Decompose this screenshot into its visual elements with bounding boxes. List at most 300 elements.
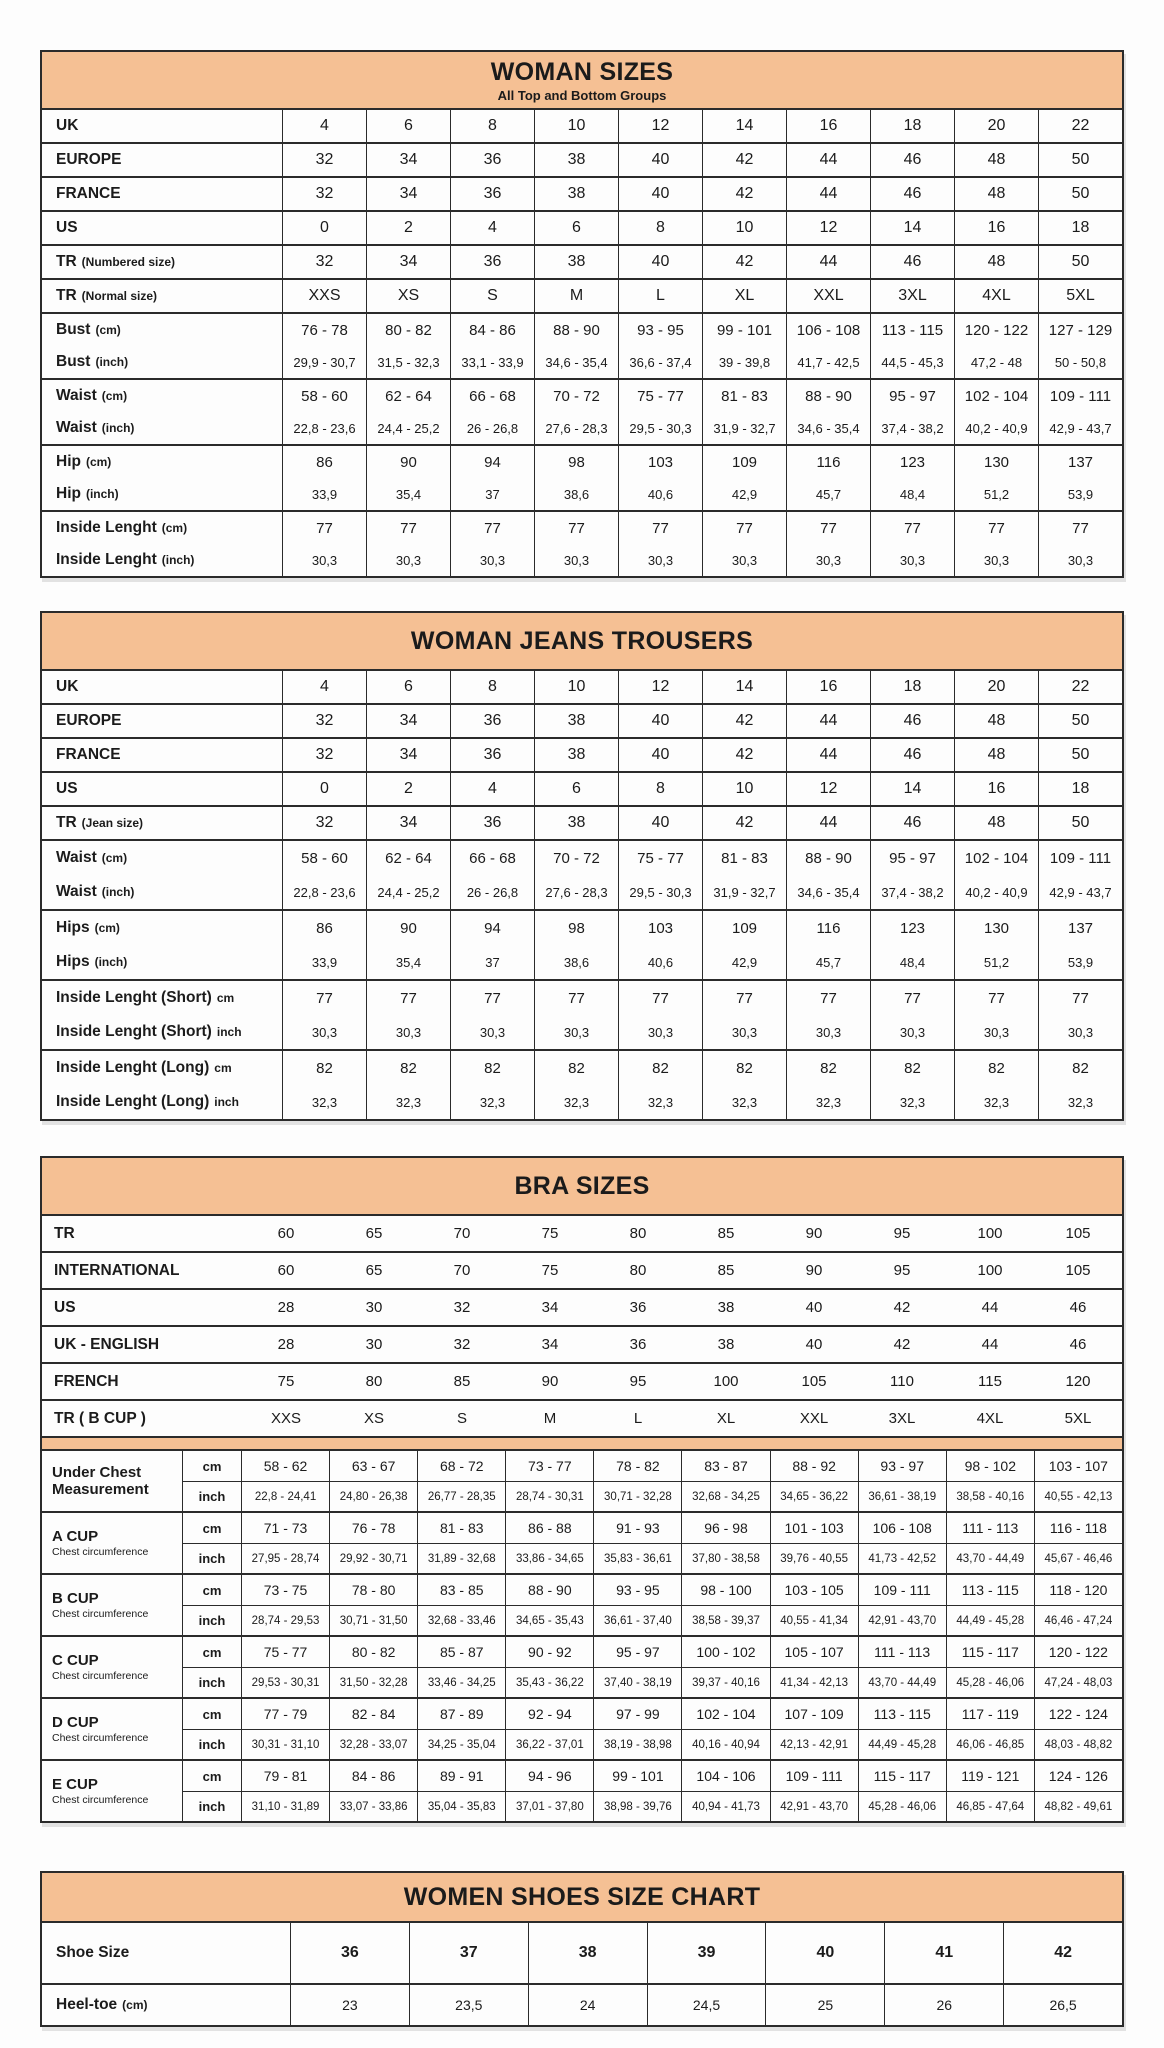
table-cell: 78 - 80 bbox=[329, 1575, 417, 1605]
table-cell: 34 bbox=[366, 246, 450, 278]
table-cell: 90 bbox=[805, 1262, 823, 1279]
table-cell: 36 bbox=[450, 144, 534, 176]
table-cell: 42,9 - 43,7 bbox=[1038, 875, 1122, 909]
table-cell: 32,3 bbox=[786, 1085, 870, 1119]
row-label bbox=[42, 346, 282, 378]
table-row bbox=[42, 478, 1122, 510]
table-cell: 32 bbox=[282, 246, 366, 278]
table-cell: 34,25 - 35,04 bbox=[417, 1730, 505, 1759]
row-label-unit: (inch) bbox=[94, 955, 128, 969]
table-cell: 109 - 111 bbox=[858, 1575, 946, 1605]
row-label-text: Waist bbox=[56, 387, 97, 404]
table-cell: 48,03 - 48,82 bbox=[1034, 1730, 1122, 1759]
table-cell: 50 bbox=[1038, 144, 1122, 176]
table-cell: 36,61 - 38,19 bbox=[858, 1482, 946, 1511]
women-shoes-title: WOMEN SHOES SIZE CHART bbox=[403, 1882, 761, 1911]
table-cell: 90 bbox=[366, 911, 450, 945]
table-cell: 46 bbox=[870, 178, 954, 210]
table-cell: 42,9 bbox=[702, 945, 786, 979]
table-cell: 70 - 72 bbox=[534, 841, 618, 875]
row-label bbox=[42, 178, 282, 210]
table-cell: 44 bbox=[786, 739, 870, 771]
table-cell: 80 bbox=[365, 1373, 383, 1390]
table-cell: 38 bbox=[534, 739, 618, 771]
table-cell: 30,3 bbox=[786, 544, 870, 576]
table-cell: 32 bbox=[453, 1299, 471, 1316]
row-label-unit: (Jean size) bbox=[81, 816, 144, 830]
table-cell: 6 bbox=[366, 671, 450, 703]
table-cell: 84 - 86 bbox=[450, 314, 534, 346]
table-row bbox=[42, 512, 1122, 544]
table-cell: 40,55 - 41,34 bbox=[770, 1606, 858, 1635]
table-cell: 120 - 122 bbox=[954, 314, 1038, 346]
table-cell: 83 - 85 bbox=[417, 1575, 505, 1605]
table-cell: 95 bbox=[629, 1373, 647, 1390]
cup-label bbox=[42, 1513, 182, 1573]
table-cell: 95 bbox=[893, 1262, 911, 1279]
table-cell: 98 bbox=[534, 446, 618, 478]
table-cell: M bbox=[534, 280, 618, 312]
table-cell: 71 - 73 bbox=[241, 1513, 329, 1543]
table-cell: 85 - 87 bbox=[417, 1637, 505, 1667]
table-cell: 40,6 bbox=[618, 478, 702, 510]
table-cell: 40 bbox=[618, 705, 702, 737]
row-label bbox=[42, 1401, 242, 1436]
table-cell: 27,6 - 28,3 bbox=[534, 875, 618, 909]
table-row bbox=[42, 1085, 1122, 1119]
cup-label bbox=[42, 1575, 182, 1635]
table-cell: 3XL bbox=[870, 280, 954, 312]
table-cell: 75 bbox=[541, 1225, 559, 1242]
row-label bbox=[42, 671, 282, 703]
row-label-text: Heel-toe bbox=[56, 1996, 118, 2013]
row-label-text: TR bbox=[56, 287, 77, 304]
unit-label: cm bbox=[202, 1458, 222, 1474]
table-cell: 77 bbox=[954, 512, 1038, 544]
table-cell: 46 bbox=[1069, 1336, 1087, 1353]
unit-label: cm bbox=[202, 1520, 222, 1536]
table-row bbox=[42, 1985, 1122, 2025]
table-cell: 41 bbox=[884, 1923, 1003, 1983]
table-cell: 77 bbox=[786, 512, 870, 544]
row-label bbox=[42, 773, 282, 805]
table-row bbox=[42, 1051, 1122, 1085]
cup-rows bbox=[182, 1637, 1122, 1697]
row-label-unit: (cm) bbox=[95, 323, 121, 337]
table-cell: 82 bbox=[618, 1051, 702, 1085]
table-cell: 65 bbox=[365, 1262, 383, 1279]
table-cell: 70 bbox=[453, 1225, 471, 1242]
table-cell: 50 bbox=[1038, 807, 1122, 839]
table-cell: 42 bbox=[702, 739, 786, 771]
table-cell: 31,50 - 32,28 bbox=[329, 1668, 417, 1697]
row-label bbox=[42, 1216, 242, 1251]
table-cell: 30,3 bbox=[534, 1015, 618, 1049]
table-cell: 107 - 109 bbox=[770, 1699, 858, 1729]
table-cell: 42,9 - 43,7 bbox=[1038, 412, 1122, 444]
table-row bbox=[183, 1481, 1122, 1511]
table-cell: 77 bbox=[870, 512, 954, 544]
table-cell: 12 bbox=[786, 212, 870, 244]
table-cell: 33,07 - 33,86 bbox=[329, 1792, 417, 1821]
table-cell: 45,28 - 46,06 bbox=[946, 1668, 1034, 1697]
cup-name: E CUP bbox=[52, 1775, 98, 1793]
table-cell: 34 bbox=[541, 1299, 559, 1316]
row-label-unit: (inch) bbox=[85, 487, 119, 501]
table-cell: 46,06 - 46,85 bbox=[946, 1730, 1034, 1759]
row-label-text: TR bbox=[54, 1224, 75, 1242]
table-cell: 86 bbox=[282, 446, 366, 478]
row-group bbox=[42, 110, 1122, 142]
table-cell: 30,3 bbox=[870, 1015, 954, 1049]
table-cell: 27,6 - 28,3 bbox=[534, 412, 618, 444]
table-cell: 103 bbox=[618, 911, 702, 945]
table-cell: 42 bbox=[702, 144, 786, 176]
row-label-text: Shoe Size bbox=[56, 1944, 130, 1961]
table-row bbox=[183, 1791, 1122, 1821]
table-cell: 40 bbox=[805, 1299, 823, 1316]
table-cell: 14 bbox=[702, 110, 786, 142]
table-cell: 88 - 90 bbox=[534, 314, 618, 346]
table-cell: 38 bbox=[534, 246, 618, 278]
table-cell: XXS bbox=[270, 1410, 301, 1427]
table-cell: 88 - 92 bbox=[770, 1451, 858, 1481]
table-cell: 45,7 bbox=[786, 478, 870, 510]
row-label bbox=[42, 1051, 282, 1085]
table-cell: 16 bbox=[786, 110, 870, 142]
row-group bbox=[42, 1923, 1122, 1983]
women-shoes-table bbox=[40, 1871, 1124, 2027]
table-cell: 38 bbox=[528, 1923, 647, 1983]
table-cell: 37,4 - 38,2 bbox=[870, 875, 954, 909]
table-cell: 50 - 50,8 bbox=[1038, 346, 1122, 378]
table-cell: 32,3 bbox=[618, 1085, 702, 1119]
table-cell: 46 bbox=[870, 246, 954, 278]
table-cell: 4 bbox=[282, 671, 366, 703]
table-cell: 102 - 104 bbox=[954, 841, 1038, 875]
table-cell: 92 - 94 bbox=[505, 1699, 593, 1729]
bra-sizes-simple-grid bbox=[42, 1216, 1122, 1436]
table-cell: 30,3 bbox=[1038, 1015, 1122, 1049]
row-label bbox=[42, 212, 282, 244]
row-label-text: UK bbox=[56, 678, 79, 695]
table-cell: 28 bbox=[277, 1336, 295, 1353]
row-label-text: Inside Lenght bbox=[56, 551, 157, 568]
table-row bbox=[183, 1605, 1122, 1635]
table-cell: 85 bbox=[453, 1373, 471, 1390]
table-cell: 36 bbox=[290, 1923, 409, 1983]
table-cell: 105 bbox=[1065, 1262, 1091, 1279]
table-cell: 22,8 - 24,41 bbox=[241, 1482, 329, 1511]
table-cell: 119 - 121 bbox=[946, 1761, 1034, 1791]
unit-label: inch bbox=[198, 1489, 226, 1504]
table-row bbox=[42, 875, 1122, 909]
bra-sizes-title: BRA SIZES bbox=[514, 1171, 650, 1200]
row-label-unit: inch bbox=[214, 1095, 239, 1109]
table-cell: 29,53 - 30,31 bbox=[241, 1668, 329, 1697]
table-cell: 115 - 117 bbox=[946, 1637, 1034, 1667]
row-group bbox=[42, 1049, 1122, 1119]
table-cell: 37,80 - 38,58 bbox=[681, 1544, 769, 1573]
table-cell: 66 - 68 bbox=[450, 380, 534, 412]
row-label-unit: (cm) bbox=[122, 1998, 148, 2012]
table-cell: 29,5 - 30,3 bbox=[618, 875, 702, 909]
row-label-text: Waist bbox=[56, 419, 97, 436]
table-cell: 44 bbox=[981, 1299, 999, 1316]
table-row bbox=[42, 280, 1122, 312]
table-cell: 113 - 115 bbox=[946, 1575, 1034, 1605]
table-cell: 76 - 78 bbox=[329, 1513, 417, 1543]
table-cell: 88 - 90 bbox=[505, 1575, 593, 1605]
cup-name: A CUP bbox=[52, 1527, 99, 1545]
table-cell: 30 bbox=[365, 1336, 383, 1353]
table-cell: 46 bbox=[870, 739, 954, 771]
row-label bbox=[42, 446, 282, 478]
table-cell: 35,04 - 35,83 bbox=[417, 1792, 505, 1821]
table-cell: 47,24 - 48,03 bbox=[1034, 1668, 1122, 1697]
table-cell: 30,71 - 32,28 bbox=[593, 1482, 681, 1511]
table-cell: 77 bbox=[702, 512, 786, 544]
table-cell: 70 bbox=[453, 1262, 471, 1279]
table-cell: 46,46 - 47,24 bbox=[1034, 1606, 1122, 1635]
row-label bbox=[42, 246, 282, 278]
table-cell: 86 bbox=[282, 911, 366, 945]
table-row bbox=[42, 1327, 1122, 1362]
table-cell: 42 bbox=[702, 705, 786, 737]
table-row bbox=[42, 981, 1122, 1015]
table-cell: 48,4 bbox=[870, 945, 954, 979]
table-cell: 20 bbox=[954, 110, 1038, 142]
table-cell: 44,49 - 45,28 bbox=[858, 1730, 946, 1759]
table-cell: 2 bbox=[366, 212, 450, 244]
table-cell: 36,6 - 37,4 bbox=[618, 346, 702, 378]
table-cell: 26 bbox=[884, 1985, 1003, 2025]
table-row bbox=[42, 1401, 1122, 1436]
table-row bbox=[183, 1543, 1122, 1573]
table-cell: 97 - 99 bbox=[593, 1699, 681, 1729]
table-row bbox=[42, 380, 1122, 412]
table-cell: 4 bbox=[450, 773, 534, 805]
table-cell: 103 - 107 bbox=[1034, 1451, 1122, 1481]
table-cell: 30,71 - 31,50 bbox=[329, 1606, 417, 1635]
table-cell: 116 - 118 bbox=[1034, 1513, 1122, 1543]
table-cell: 109 - 111 bbox=[770, 1761, 858, 1791]
table-cell: 70 - 72 bbox=[534, 380, 618, 412]
table-cell: 30,3 bbox=[282, 1015, 366, 1049]
row-label bbox=[42, 739, 282, 771]
table-cell: 40 bbox=[618, 144, 702, 176]
table-cell: 123 bbox=[870, 911, 954, 945]
table-cell: 48 bbox=[954, 739, 1038, 771]
bra-sizes-table bbox=[40, 1156, 1124, 1823]
table-cell: 77 bbox=[702, 981, 786, 1015]
row-group bbox=[42, 312, 1122, 378]
table-cell: 50 bbox=[1038, 246, 1122, 278]
table-cell: 89 - 91 bbox=[417, 1761, 505, 1791]
table-cell: 24,4 - 25,2 bbox=[366, 875, 450, 909]
row-group bbox=[42, 176, 1122, 210]
table-cell: 26 - 26,8 bbox=[450, 875, 534, 909]
table-cell: 30,3 bbox=[450, 544, 534, 576]
table-cell: 50 bbox=[1038, 178, 1122, 210]
table-cell: 22 bbox=[1038, 110, 1122, 142]
row-label bbox=[42, 478, 282, 510]
table-cell: 77 bbox=[954, 981, 1038, 1015]
table-cell: 116 bbox=[786, 911, 870, 945]
table-row bbox=[42, 1290, 1122, 1325]
table-cell: 34 bbox=[366, 178, 450, 210]
table-cell: 34,6 - 35,4 bbox=[786, 875, 870, 909]
table-cell: 10 bbox=[534, 110, 618, 142]
table-cell: 58 - 60 bbox=[282, 841, 366, 875]
cup-group bbox=[42, 1573, 1122, 1635]
table-cell: 98 - 102 bbox=[946, 1451, 1034, 1481]
cup-subtitle: Chest circumference bbox=[52, 1608, 149, 1621]
cup-label bbox=[42, 1761, 182, 1821]
row-group bbox=[42, 142, 1122, 176]
table-cell: 40 bbox=[618, 739, 702, 771]
table-cell: 48 bbox=[954, 178, 1038, 210]
unit-label: inch bbox=[198, 1799, 226, 1814]
table-row bbox=[42, 807, 1122, 839]
table-cell: 75 bbox=[277, 1373, 295, 1390]
table-cell: 38 bbox=[717, 1299, 735, 1316]
table-cell: 75 bbox=[541, 1262, 559, 1279]
table-cell: 62 - 64 bbox=[366, 380, 450, 412]
table-cell: 46,85 - 47,64 bbox=[946, 1792, 1034, 1821]
table-cell: 38 bbox=[534, 178, 618, 210]
row-label-text: UK - ENGLISH bbox=[54, 1335, 160, 1353]
table-cell: 32,3 bbox=[366, 1085, 450, 1119]
table-cell: 77 bbox=[534, 512, 618, 544]
table-cell: 40 bbox=[618, 807, 702, 839]
table-cell: 30,3 bbox=[870, 544, 954, 576]
table-cell: 77 bbox=[534, 981, 618, 1015]
table-row bbox=[42, 544, 1122, 576]
table-cell: 36 bbox=[450, 246, 534, 278]
table-cell: 28,74 - 30,31 bbox=[505, 1482, 593, 1511]
table-cell: 32,68 - 34,25 bbox=[681, 1482, 769, 1511]
row-group bbox=[42, 671, 1122, 703]
table-cell: 31,89 - 32,68 bbox=[417, 1544, 505, 1573]
table-cell: 32 bbox=[282, 807, 366, 839]
woman-sizes-title: WOMAN SIZES bbox=[490, 57, 674, 86]
table-cell: 22,8 - 23,6 bbox=[282, 412, 366, 444]
table-cell: 40,16 - 40,94 bbox=[681, 1730, 769, 1759]
table-cell: 34 bbox=[366, 739, 450, 771]
table-row bbox=[42, 945, 1122, 979]
table-cell: 33,9 bbox=[282, 945, 366, 979]
table-cell: 75 - 77 bbox=[618, 380, 702, 412]
row-group bbox=[42, 244, 1122, 278]
table-row bbox=[42, 212, 1122, 244]
table-cell: 5XL bbox=[1064, 1410, 1092, 1427]
table-cell: 93 - 95 bbox=[593, 1575, 681, 1605]
row-label-text: EUROPE bbox=[56, 712, 122, 729]
row-label-unit: (Normal size) bbox=[81, 289, 158, 303]
row-label-unit: (cm) bbox=[94, 921, 120, 935]
table-cell: 26,77 - 28,35 bbox=[417, 1482, 505, 1511]
cup-label bbox=[42, 1451, 182, 1511]
table-cell: 100 - 102 bbox=[681, 1637, 769, 1667]
women-shoes-header bbox=[42, 1873, 1122, 1923]
table-cell: 109 bbox=[702, 911, 786, 945]
table-cell: 32 bbox=[282, 739, 366, 771]
table-row bbox=[42, 446, 1122, 478]
row-label-text: US bbox=[54, 1298, 76, 1316]
row-label-text: FRANCE bbox=[56, 746, 121, 763]
unit-label: inch bbox=[198, 1613, 226, 1628]
row-group bbox=[42, 1216, 1122, 1251]
cup-subtitle: Chest circumference bbox=[52, 1732, 149, 1745]
table-cell: 43,70 - 44,49 bbox=[858, 1668, 946, 1697]
cup-group bbox=[42, 1451, 1122, 1511]
table-cell: 95 - 97 bbox=[593, 1637, 681, 1667]
table-cell: 27,95 - 28,74 bbox=[241, 1544, 329, 1573]
table-cell: 40,2 - 40,9 bbox=[954, 412, 1038, 444]
table-cell: M bbox=[543, 1410, 557, 1427]
table-row bbox=[42, 773, 1122, 805]
row-group bbox=[42, 1251, 1122, 1288]
table-cell: 82 bbox=[366, 1051, 450, 1085]
table-cell: 47,2 - 48 bbox=[954, 346, 1038, 378]
table-cell: 44 bbox=[786, 178, 870, 210]
table-cell: 4 bbox=[450, 212, 534, 244]
cup-rows bbox=[182, 1575, 1122, 1635]
table-cell: 105 bbox=[801, 1373, 827, 1390]
cup-name: Under Chest Measurement bbox=[52, 1463, 149, 1498]
table-row bbox=[42, 1923, 1122, 1983]
table-cell: 24,80 - 26,38 bbox=[329, 1482, 417, 1511]
table-cell: 32,3 bbox=[534, 1085, 618, 1119]
table-cell: 115 - 117 bbox=[858, 1761, 946, 1791]
table-cell: 32 bbox=[453, 1336, 471, 1353]
row-group bbox=[42, 1288, 1122, 1325]
table-cell: 82 - 84 bbox=[329, 1699, 417, 1729]
unit-label: inch bbox=[198, 1675, 226, 1690]
table-cell: 36,61 - 37,40 bbox=[593, 1606, 681, 1635]
table-cell: 38 bbox=[534, 705, 618, 737]
table-cell: 28,74 - 29,53 bbox=[241, 1606, 329, 1635]
row-group bbox=[42, 278, 1122, 312]
table-cell: 122 - 124 bbox=[1034, 1699, 1122, 1729]
table-cell: 38,19 - 38,98 bbox=[593, 1730, 681, 1759]
table-cell: 76 - 78 bbox=[282, 314, 366, 346]
row-label-text: Inside Lenght (Short) bbox=[56, 1023, 212, 1040]
table-cell: 42 bbox=[702, 246, 786, 278]
table-cell: 32,3 bbox=[282, 1085, 366, 1119]
table-cell: 38,6 bbox=[534, 478, 618, 510]
row-group bbox=[42, 839, 1122, 909]
table-cell: 30,3 bbox=[954, 1015, 1038, 1049]
cup-group bbox=[42, 1511, 1122, 1573]
table-cell: 16 bbox=[786, 671, 870, 703]
table-cell: 20 bbox=[954, 671, 1038, 703]
table-cell: 6 bbox=[534, 212, 618, 244]
row-label bbox=[42, 1364, 242, 1399]
row-label-text: US bbox=[56, 219, 78, 236]
table-cell: 23 bbox=[290, 1985, 409, 2025]
table-cell: XXL bbox=[799, 1410, 829, 1427]
table-cell: 77 bbox=[366, 512, 450, 544]
cup-name: B CUP bbox=[52, 1589, 99, 1607]
table-cell: 42 bbox=[893, 1336, 911, 1353]
table-cell: 35,4 bbox=[366, 945, 450, 979]
row-label-unit: (inch) bbox=[101, 885, 135, 899]
table-cell: 81 - 83 bbox=[417, 1513, 505, 1543]
table-cell: 32,28 - 33,07 bbox=[329, 1730, 417, 1759]
row-label bbox=[42, 1085, 282, 1119]
